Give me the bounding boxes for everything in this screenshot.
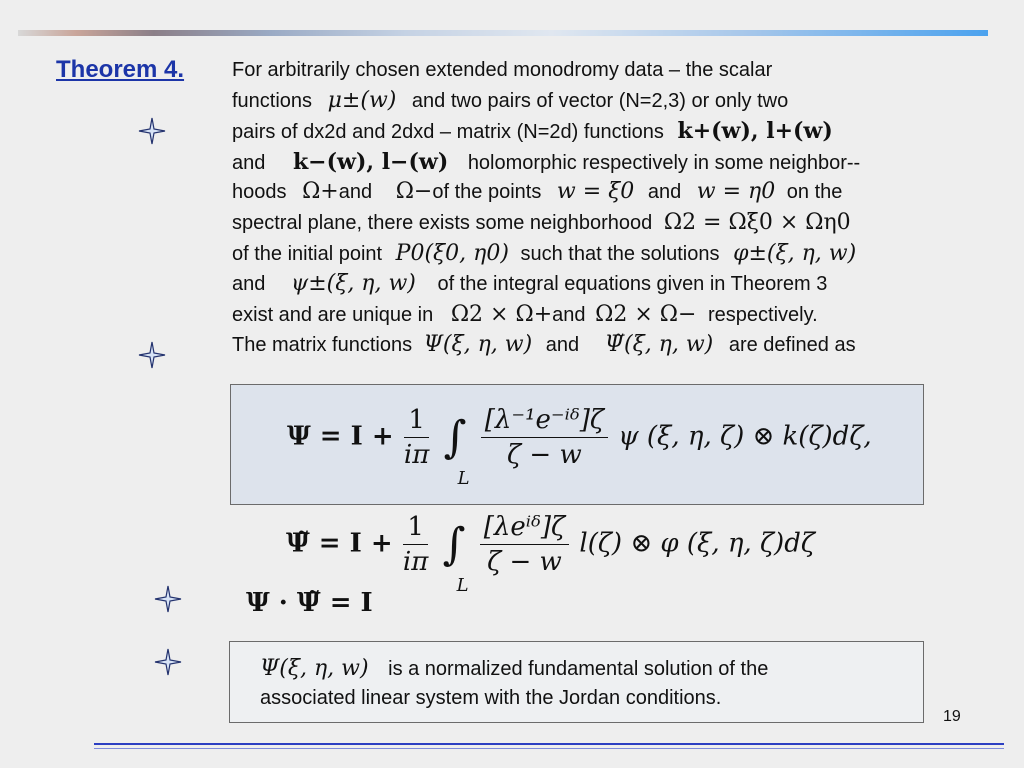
equation-identity: Ψ · Ψ̃ = I xyxy=(246,588,373,618)
top-gradient-bar xyxy=(18,30,988,36)
math-w-eta0: w = η0 xyxy=(696,179,776,205)
page-number: 19 xyxy=(943,708,961,725)
math-mu: μ±(w) xyxy=(327,87,397,113)
math-psi-tilde-matrix: Ψ̃(ξ, η, w) xyxy=(604,332,714,358)
body-text: and xyxy=(545,334,580,357)
four-point-star-icon xyxy=(138,117,166,145)
frac-num: 1 xyxy=(404,405,429,438)
body-text: holomorphic respectively in some neighbor-- xyxy=(467,151,861,174)
frac-den: iπ xyxy=(403,440,430,470)
body-line xyxy=(232,86,1002,117)
conclusion-box xyxy=(229,641,924,723)
body-text: and xyxy=(232,273,266,296)
math-p0: P0(ξ0, η0) xyxy=(395,240,509,266)
body-text: functions xyxy=(232,89,313,112)
integral-limit: L xyxy=(456,575,469,596)
body-line xyxy=(232,116,1002,147)
theorem-body xyxy=(232,55,1002,361)
integral-sign: ∫ L xyxy=(442,519,469,596)
math-omega-minus: Ω− xyxy=(395,179,433,205)
fraction xyxy=(404,405,429,470)
body-text: spectral plane, there exists some neighborhood xyxy=(232,211,653,234)
math-phi-pm: φ±(ξ, η, w) xyxy=(733,240,857,266)
four-point-star-icon xyxy=(138,341,166,369)
conclusion-line: associated linear system with the Jordan conditions. xyxy=(260,687,722,709)
body-text: and xyxy=(647,181,682,204)
body-line xyxy=(232,177,1002,208)
body-line xyxy=(232,300,1002,331)
frac-den: ζ − w xyxy=(507,440,582,470)
body-text: and xyxy=(232,151,266,174)
math-psi-matrix: Ψ(ξ, η, w) xyxy=(423,332,533,358)
body-line xyxy=(232,55,1002,86)
frac-num: 1 xyxy=(403,512,428,545)
conclusion-line: is a normalized fundamental solution of the xyxy=(388,658,769,680)
body-text: are defined as xyxy=(728,334,856,357)
body-text: on the xyxy=(786,181,843,204)
slide-title: Theorem 4. xyxy=(56,56,185,83)
four-point-star-icon xyxy=(154,648,182,676)
math-k-minus-l-minus: k−(w), l−(w) xyxy=(292,148,449,175)
body-line xyxy=(232,208,1002,239)
four-point-star-icon xyxy=(154,585,182,613)
body-text: of the points xyxy=(432,181,542,204)
eq-rhs: ψ (ξ, η, ζ) ⊗ k(ζ)dζ, xyxy=(618,421,872,452)
frac-num: [λeⁱᵟ]ζ xyxy=(480,512,569,545)
frac-den: iπ xyxy=(402,547,429,577)
math-psi-pm: ψ±(ξ, η, w) xyxy=(290,271,416,297)
body-text: of the integral equations given in Theorem 3 xyxy=(437,273,828,296)
math-omega-minus-product: Ω2 × Ω− xyxy=(595,301,697,327)
body-text: and xyxy=(338,181,373,204)
body-text: For arbitrarily chosen extended monodromy data – the scalar xyxy=(232,59,773,81)
body-line xyxy=(232,269,1002,300)
eq-rhs: l(ζ) ⊗ φ (ξ, η, ζ)dζ xyxy=(579,528,815,559)
body-line xyxy=(232,330,1002,361)
math-omega-squared: Ω2 = Ωξ0 × Ωη0 xyxy=(663,209,851,235)
math-omega-plus: Ω+ xyxy=(302,179,339,205)
body-text: respectively. xyxy=(708,303,818,326)
body-text: of the initial point xyxy=(232,242,383,265)
fraction xyxy=(481,405,608,470)
body-text: The matrix functions xyxy=(232,334,413,357)
eq-lhs: Ψ = I + xyxy=(287,421,394,452)
body-text: pairs of dx2d and 2dxd – matrix (N=2d) functions xyxy=(232,121,664,144)
body-text: and two pairs of vector (N=2,3) or only two xyxy=(411,89,789,112)
bottom-rule xyxy=(94,743,1004,745)
body-text: such that the solutions xyxy=(520,242,720,265)
eq-lhs: Ψ̃ = I + xyxy=(286,528,393,559)
math-k-plus-l-plus: k+(w), l+(w) xyxy=(677,118,833,145)
frac-num: [λ⁻¹e⁻ⁱᵟ]ζ xyxy=(481,405,608,438)
body-text: exist and are unique in xyxy=(232,303,434,326)
equation-psi xyxy=(287,405,872,489)
conclusion-text xyxy=(260,654,768,713)
fraction xyxy=(480,512,569,577)
fraction xyxy=(403,512,428,577)
integral-sign: ∫ L xyxy=(443,412,470,489)
bottom-rule-thin xyxy=(94,748,1004,749)
body-line xyxy=(232,147,1002,178)
equation-box-psi xyxy=(230,384,924,505)
equation-psi-tilde xyxy=(286,512,815,596)
body-text: hoods xyxy=(232,181,287,204)
math-omega-plus-product: Ω2 × Ω+ xyxy=(450,301,553,327)
math-psi-normalized: Ψ(ξ, η, w) xyxy=(260,656,369,681)
math-w-xi0: w = ξ0 xyxy=(556,179,635,205)
body-line xyxy=(232,239,1002,270)
body-text: and xyxy=(552,303,586,326)
frac-den: ζ − w xyxy=(487,547,562,577)
integral-limit: L xyxy=(457,468,470,489)
